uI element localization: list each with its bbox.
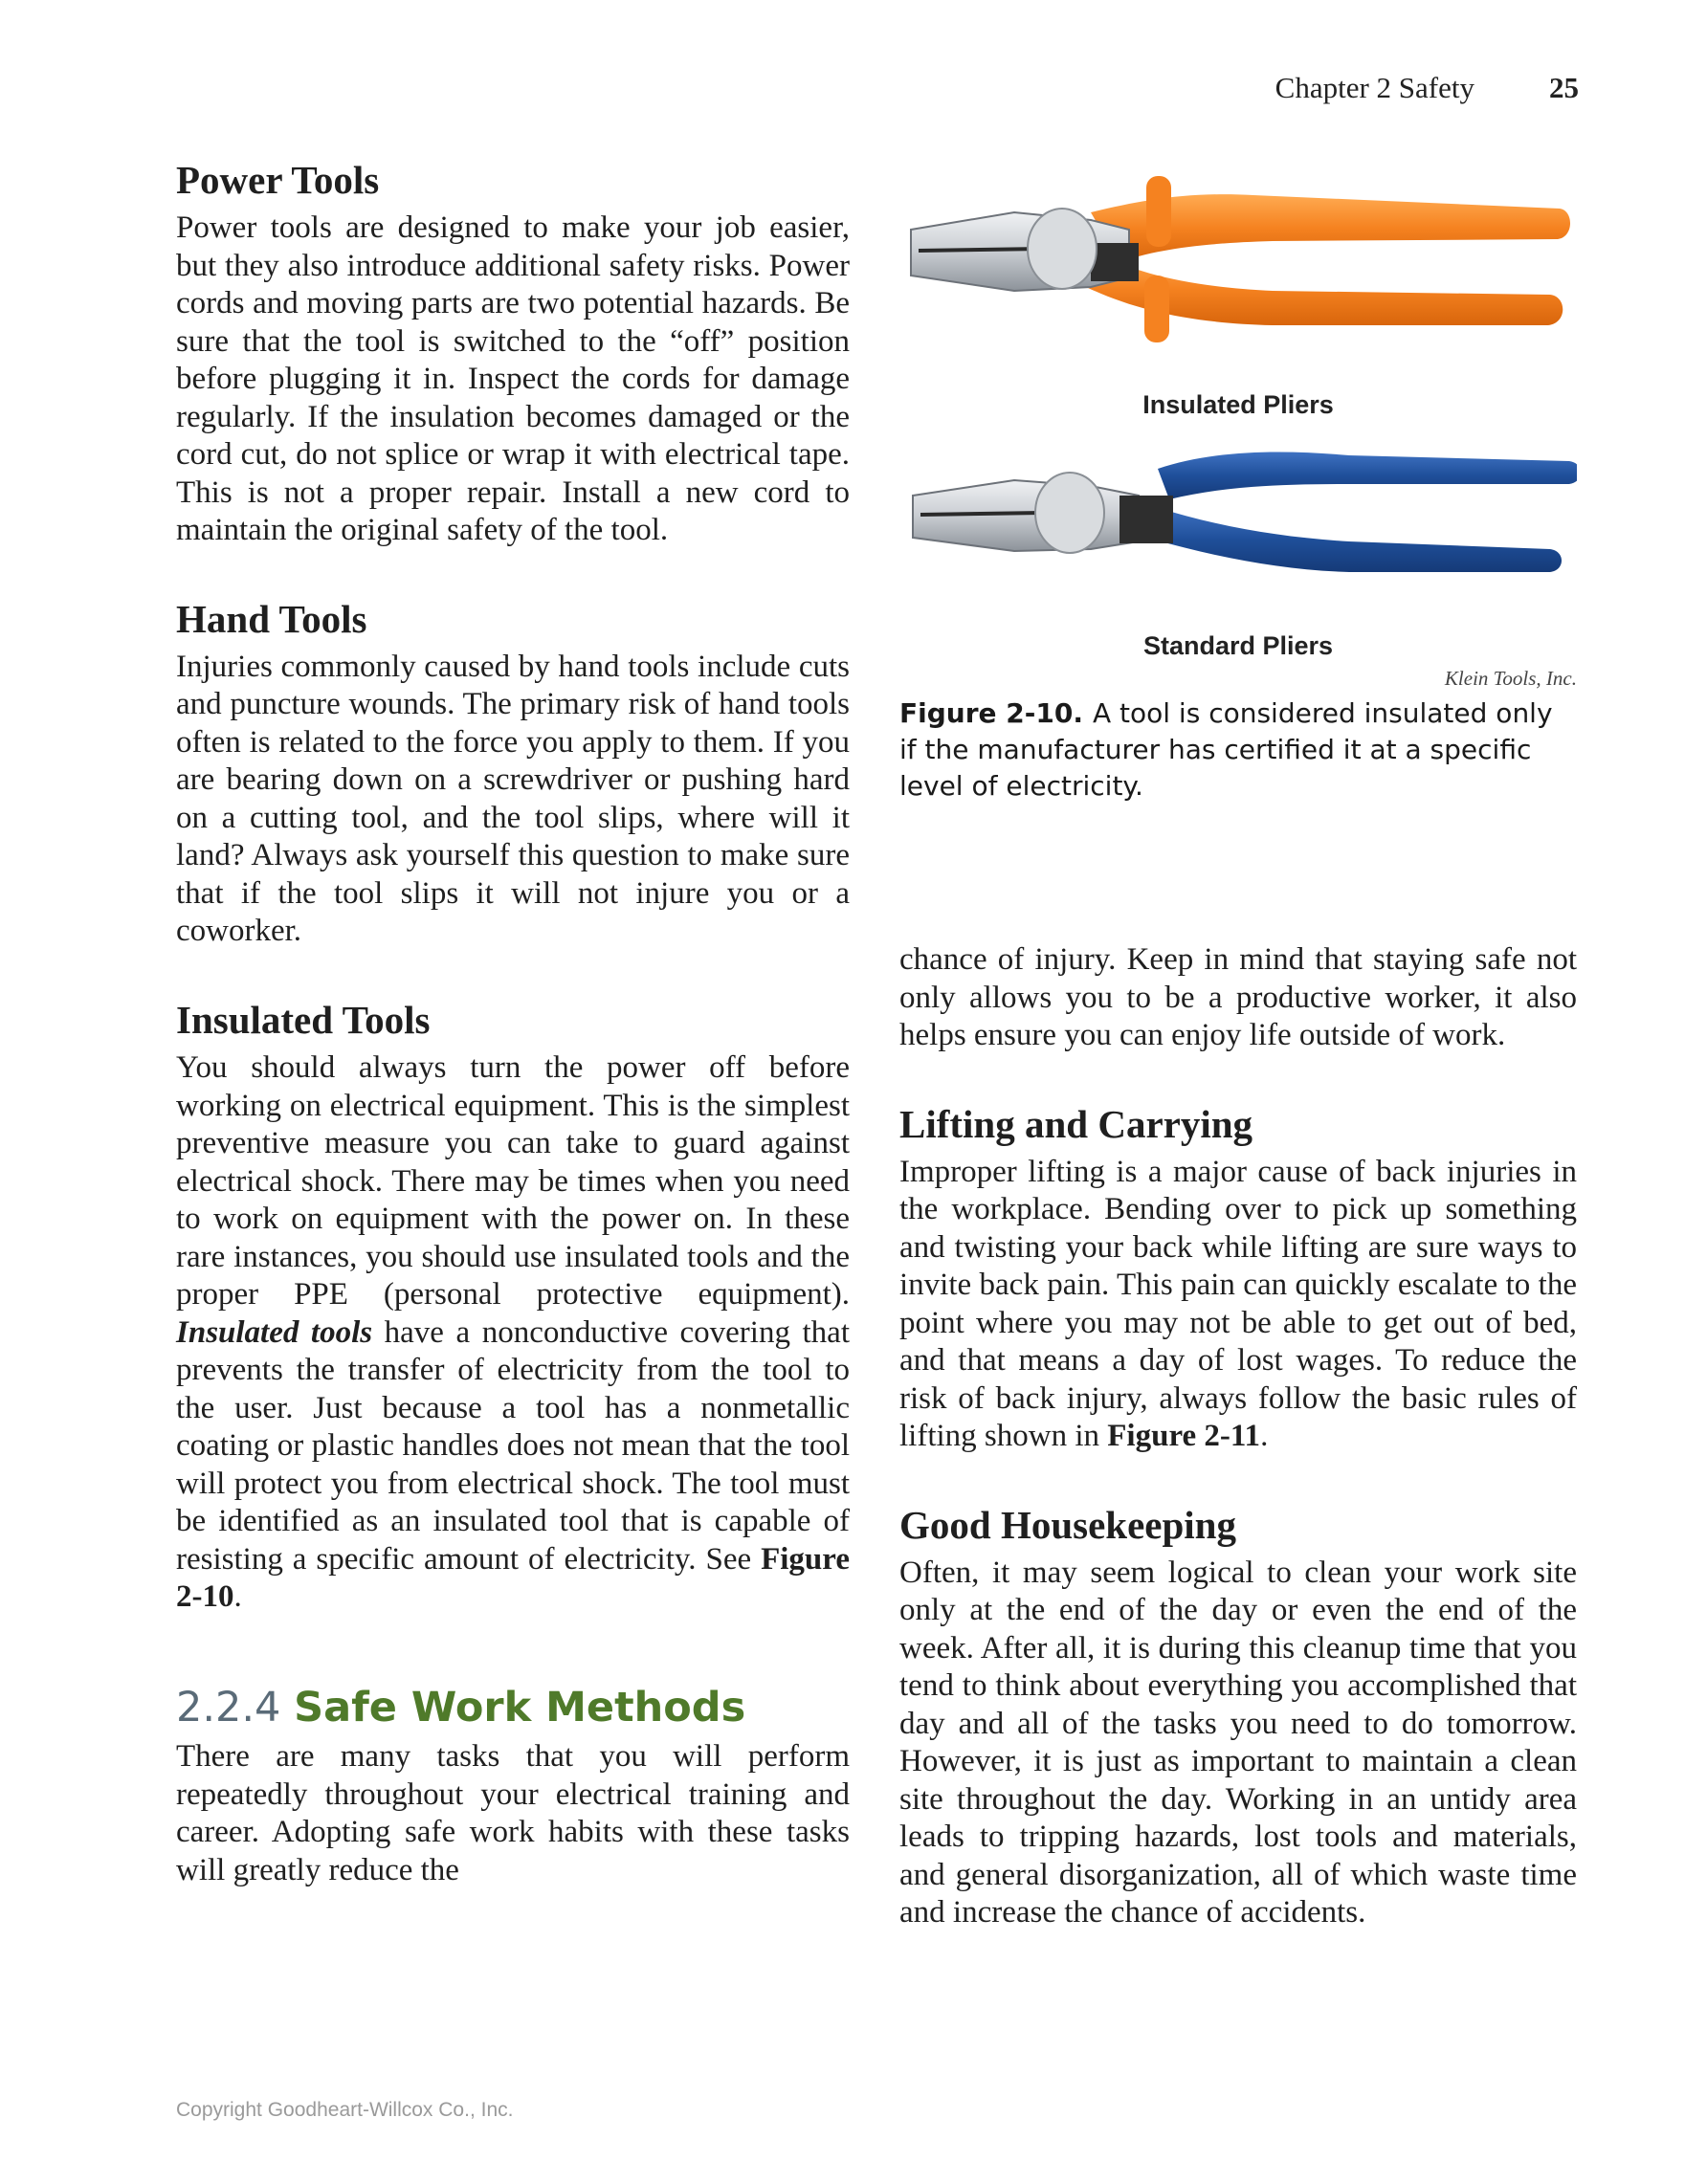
paragraph-insulated-tools [176,1049,850,1617]
figure-caption [899,695,1577,805]
label-insulated-pliers: Insulated Pliers [1142,390,1334,419]
heading-lifting: Lifting and Carrying [899,1101,1253,1146]
insulated-text-1: You should always turn the power off before working on electrical equipment. This is the simplest preventive measure you can take to guard against electrical shock. There may be times when you need to work on equipment with the power on. In these rare instances, you should use insulated tools and the proper PPE (personal protective equipment). [176,1050,850,1313]
paragraph-power-tools: Power tools are designed to make your job easier, but they also introduce additional safety risks. Power cords and moving parts are two potential hazards. Be sure that the tool is switched to the “off” position before plugging it in. Inspect the cords for damage regularly. If the insulation becomes damaged or the cord cut, do not splice or wrap it with electrical tape. This is not a proper repair. Install a new cord to maintain the original safety of the tool. [176,210,850,548]
paragraph-housekeeping: Often, it may seem logical to clean your work site only at the end of the day or even the end of the week. After all, it is during this cleanup time that you tend to think about everything you accomplished that day and all of the tasks you need to do tomorrow. However, it is just as important to maintain a clean site throughout the day. Working in an untidy area leads to tripping hazards, lost tools and materials, and general disorganization, all of which waste time and increase the chance of accidents. [899,1555,1577,1930]
figure-reference-2-11[interactable]: Figure 2-11 [1107,1419,1261,1454]
caption-text: A tool is considered insulated only if the manufacturer has certified it at a specific level of electricity. [899,697,1553,802]
copyright-footer: Copyright Goodheart-Willcox Co., Inc. [176,2099,514,2121]
running-head [1275,71,1579,105]
section-number: 2.2.4 [176,1683,281,1732]
period: . [233,1579,242,1615]
label-standard-pliers: Standard Pliers [1142,631,1334,660]
paragraph-safe-work: There are many tasks that you will perform repeatedly throughout your electrical training and career. Adopting safe work habits with these tasks will greatly reduce the [176,1739,850,1887]
period: . [1260,1419,1269,1454]
figure-number: Figure 2-10. [899,697,1083,729]
term-insulated-tools: Insulated tools [176,1314,373,1350]
heading-insulated-tools: Insulated Tools [176,997,431,1042]
heading-power-tools: Power Tools [176,158,380,202]
figure-2-10 [899,163,1577,717]
insulated-text-2: have a nonconductive covering that prevents the transfer of electricity from the tool to the user. Just because a tool has a nonmetallic coating or plastic handles does not mean that the tool will protect you from electrical shock. The tool must be identified as an insulated tool that is capable of resisting a specific amount of electricity. See [176,1314,850,1577]
lifting-text: Improper lifting is a major cause of back injuries in the workplace. Bending over to pick up something and twisting your back while lifting are sure ways to invite back pain. This pain can quickly escalate to the point where you may not be able to get out of bed, and that means a day of lost wages. To reduce the risk of back injury, always follow the basic rules of lifting shown in [899,1154,1577,1454]
paragraph-safe-work-continued: chance of injury. Keep in mind that staying safe not only allows you to be a productive worker, it also helps ensure you can enjoy life outside of work. [899,942,1577,1052]
page-number: 25 [1549,71,1579,104]
section-heading [176,1684,850,1733]
paragraph-lifting [899,1154,1577,1456]
section-title: Safe Work Methods [294,1683,746,1732]
chapter-title: Chapter 2 Safety [1275,71,1474,104]
standard-pliers [913,452,1577,572]
heading-housekeeping: Good Housekeeping [899,1502,1236,1547]
figure-reference[interactable]: Figure 2-10 [176,1541,850,1615]
insulated-pliers [911,176,1570,342]
photo-credit: Klein Tools, Inc. [1444,667,1577,690]
right-column [899,941,1577,1932]
paragraph-hand-tools: Injuries commonly caused by hand tools include cuts and puncture wounds. The primary risk of hand tools often is related to the force you apply to them. If you are bearing down on a screwdriver or pushing hard on a cutting tool, and the tool slips, where will it land? Always ask yourself this question to make sure that if the tool slips it will not injure you or a coworker. [176,649,850,949]
heading-hand-tools: Hand Tools [176,596,367,641]
left-column [176,157,850,1889]
